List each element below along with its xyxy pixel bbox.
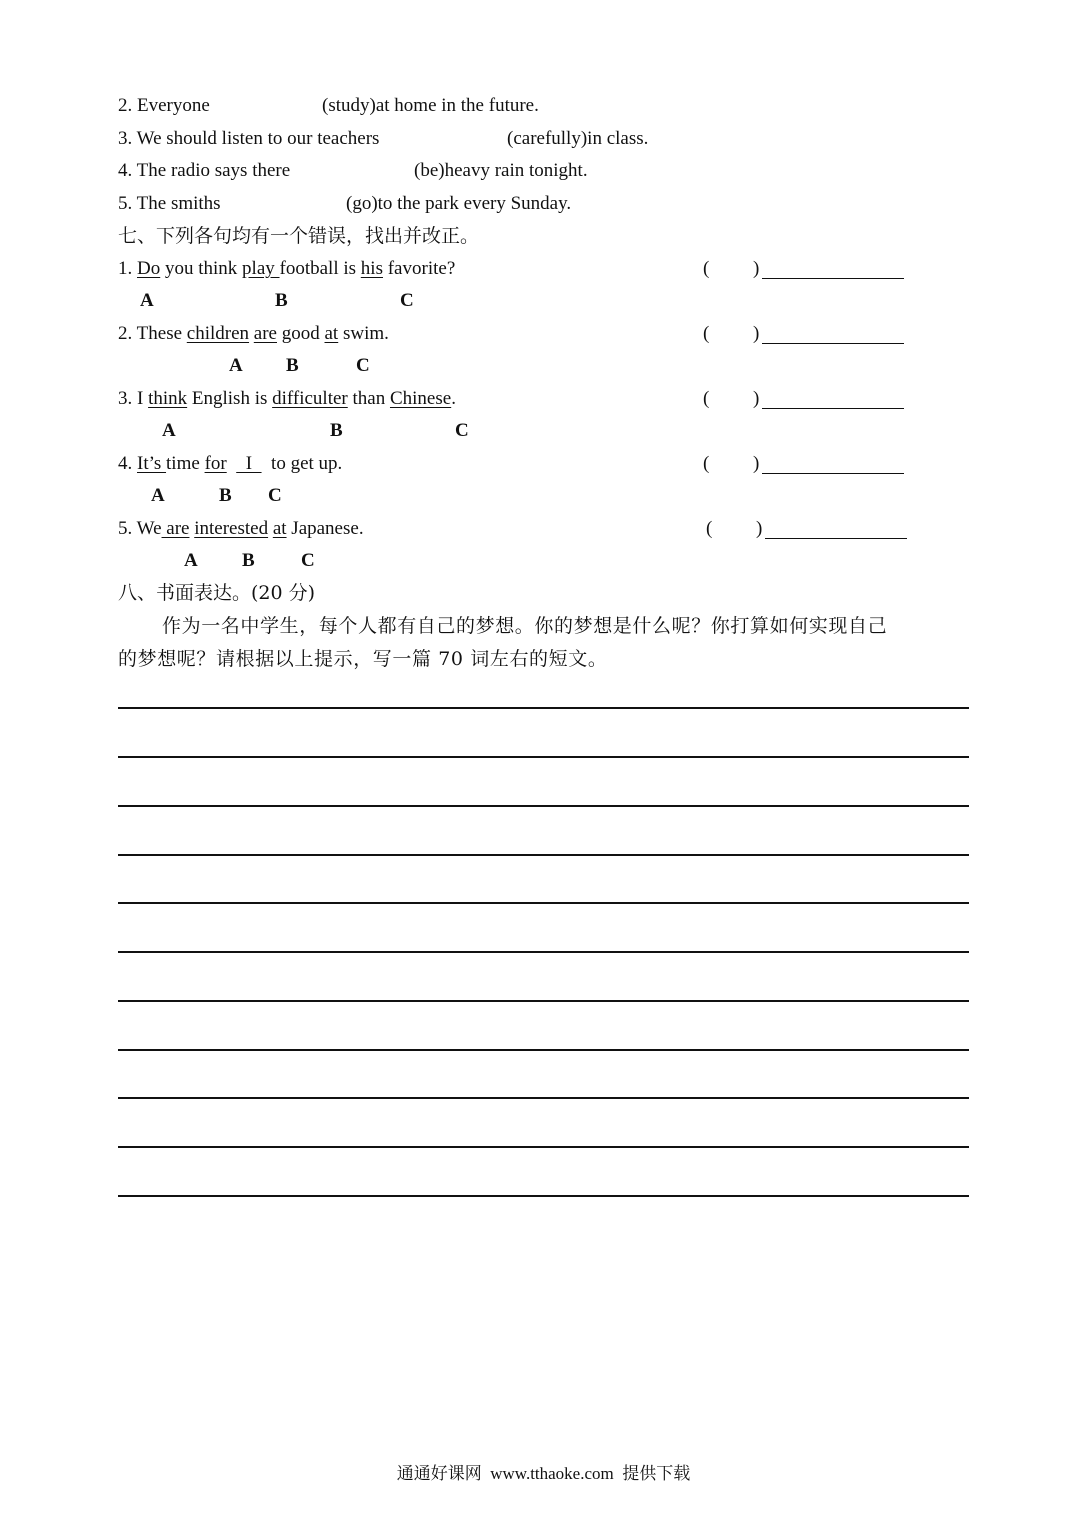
- writing-line[interactable]: [118, 854, 969, 856]
- option-label-b: B: [286, 355, 299, 376]
- answer-paren-close: ): [756, 518, 763, 539]
- text-segment: football is: [279, 258, 361, 279]
- error-item-3-sentence: [118, 387, 456, 411]
- answer-paren-close: ): [753, 323, 760, 344]
- section-8-prompt-line-2: 的梦想呢？请根据以上提示，写一篇 70 词左右的短文。: [118, 648, 608, 670]
- text-segment: Japanese.: [286, 518, 364, 539]
- error-item-2-sentence: [118, 322, 389, 346]
- answer-paren-open: (: [703, 388, 710, 409]
- text-segment: favorite?: [382, 258, 456, 279]
- writing-line[interactable]: [118, 1000, 969, 1002]
- answer-paren-open: (: [703, 453, 710, 474]
- answer-blank-line[interactable]: [762, 473, 904, 474]
- fill-item-hint: (carefully)in class.: [507, 128, 649, 149]
- writing-line[interactable]: [118, 805, 969, 807]
- writing-line[interactable]: [118, 756, 969, 758]
- option-label-c: C: [400, 290, 414, 311]
- underlined-segment-c: his: [360, 258, 383, 279]
- underlined-segment-b: are: [253, 323, 277, 344]
- underlined-segment-b: play: [242, 258, 280, 279]
- answer-blank-line[interactable]: [762, 408, 904, 409]
- option-label-a: A: [184, 550, 198, 571]
- underlined-segment-a: children: [186, 323, 250, 344]
- section-7-heading: 七、下列各句均有一个错误，找出并改正。: [118, 225, 480, 247]
- answer-paren-close: ): [753, 453, 760, 474]
- text-segment: 3. I: [118, 388, 149, 409]
- underlined-segment-a: It’s: [137, 453, 167, 474]
- underlined-segment-c: Chinese: [389, 388, 452, 409]
- fill-item-text: 2. Everyone: [118, 95, 210, 116]
- option-label-a: A: [151, 485, 165, 506]
- option-label-c: C: [356, 355, 370, 376]
- text-segment: than: [347, 388, 390, 409]
- fill-item-hint: (be)heavy rain tonight.: [414, 160, 588, 181]
- section-8-heading: 八、书面表达。(20 分): [118, 582, 316, 604]
- text-segment: .: [451, 388, 456, 409]
- underlined-segment-c: at: [272, 518, 287, 539]
- underlined-segment-b: interested: [194, 518, 269, 539]
- writing-line[interactable]: [118, 1146, 969, 1148]
- option-label-c: C: [268, 485, 282, 506]
- answer-paren-open: (: [703, 323, 710, 344]
- text-segment: English is: [187, 388, 273, 409]
- underlined-segment-c: at: [324, 323, 339, 344]
- text-segment: 4.: [118, 453, 137, 474]
- answer-blank-line[interactable]: [762, 343, 904, 344]
- error-item-1-sentence: [118, 257, 455, 281]
- writing-line[interactable]: [118, 707, 969, 709]
- answer-paren-close: ): [753, 388, 760, 409]
- option-label-c: C: [455, 420, 469, 441]
- answer-paren-open: (: [706, 518, 713, 539]
- writing-line[interactable]: [118, 1049, 969, 1051]
- option-label-c: C: [301, 550, 315, 571]
- underlined-segment-b: for: [204, 453, 227, 474]
- answer-blank-line[interactable]: [765, 538, 907, 539]
- text-segment: swim.: [338, 323, 389, 344]
- text-segment: 2. These: [118, 323, 187, 344]
- fill-item-text: 5. The smiths: [118, 193, 221, 214]
- option-label-b: B: [275, 290, 288, 311]
- option-label-b: B: [219, 485, 232, 506]
- fill-item-hint: (go)to the park every Sunday.: [346, 193, 572, 214]
- option-label-b: B: [330, 420, 343, 441]
- writing-line[interactable]: [118, 1097, 969, 1099]
- text-segment: 1.: [118, 258, 137, 279]
- text-segment: 5. We: [118, 518, 162, 539]
- text-segment: to get up.: [261, 453, 343, 474]
- error-item-5-sentence: [118, 517, 364, 541]
- underlined-segment-a: are: [161, 518, 190, 539]
- answer-paren-open: (: [703, 258, 710, 279]
- page-footer: 通通好课网 www.tthaoke.com 提供下载: [396, 1464, 691, 1483]
- option-label-b: B: [242, 550, 255, 571]
- answer-blank-line[interactable]: [762, 278, 904, 279]
- writing-line[interactable]: [118, 902, 969, 904]
- underlined-segment-a: Do: [137, 258, 161, 279]
- error-item-4-sentence: [118, 452, 342, 476]
- option-label-a: A: [229, 355, 243, 376]
- text-segment: [227, 453, 237, 474]
- underlined-segment-c: I: [236, 453, 262, 474]
- writing-line[interactable]: [118, 1195, 969, 1197]
- text-segment: good: [277, 323, 325, 344]
- answer-paren-close: ): [753, 258, 760, 279]
- fill-item-text: 3. We should listen to our teachers: [118, 128, 380, 149]
- underlined-segment-a: think: [148, 388, 188, 409]
- fill-item-text: 4. The radio says there: [118, 160, 291, 181]
- text-segment: time: [166, 453, 205, 474]
- text-segment: you think: [160, 258, 243, 279]
- section-8-prompt-line-1: 作为一名中学生，每个人都有自己的梦想。你的梦想是什么呢？你打算如何实现自己: [162, 615, 888, 637]
- fill-item-hint: (study)at home in the future.: [322, 95, 539, 116]
- underlined-segment-b: difficulter: [272, 388, 348, 409]
- option-label-a: A: [162, 420, 176, 441]
- writing-line[interactable]: [118, 951, 969, 953]
- option-label-a: A: [140, 290, 154, 311]
